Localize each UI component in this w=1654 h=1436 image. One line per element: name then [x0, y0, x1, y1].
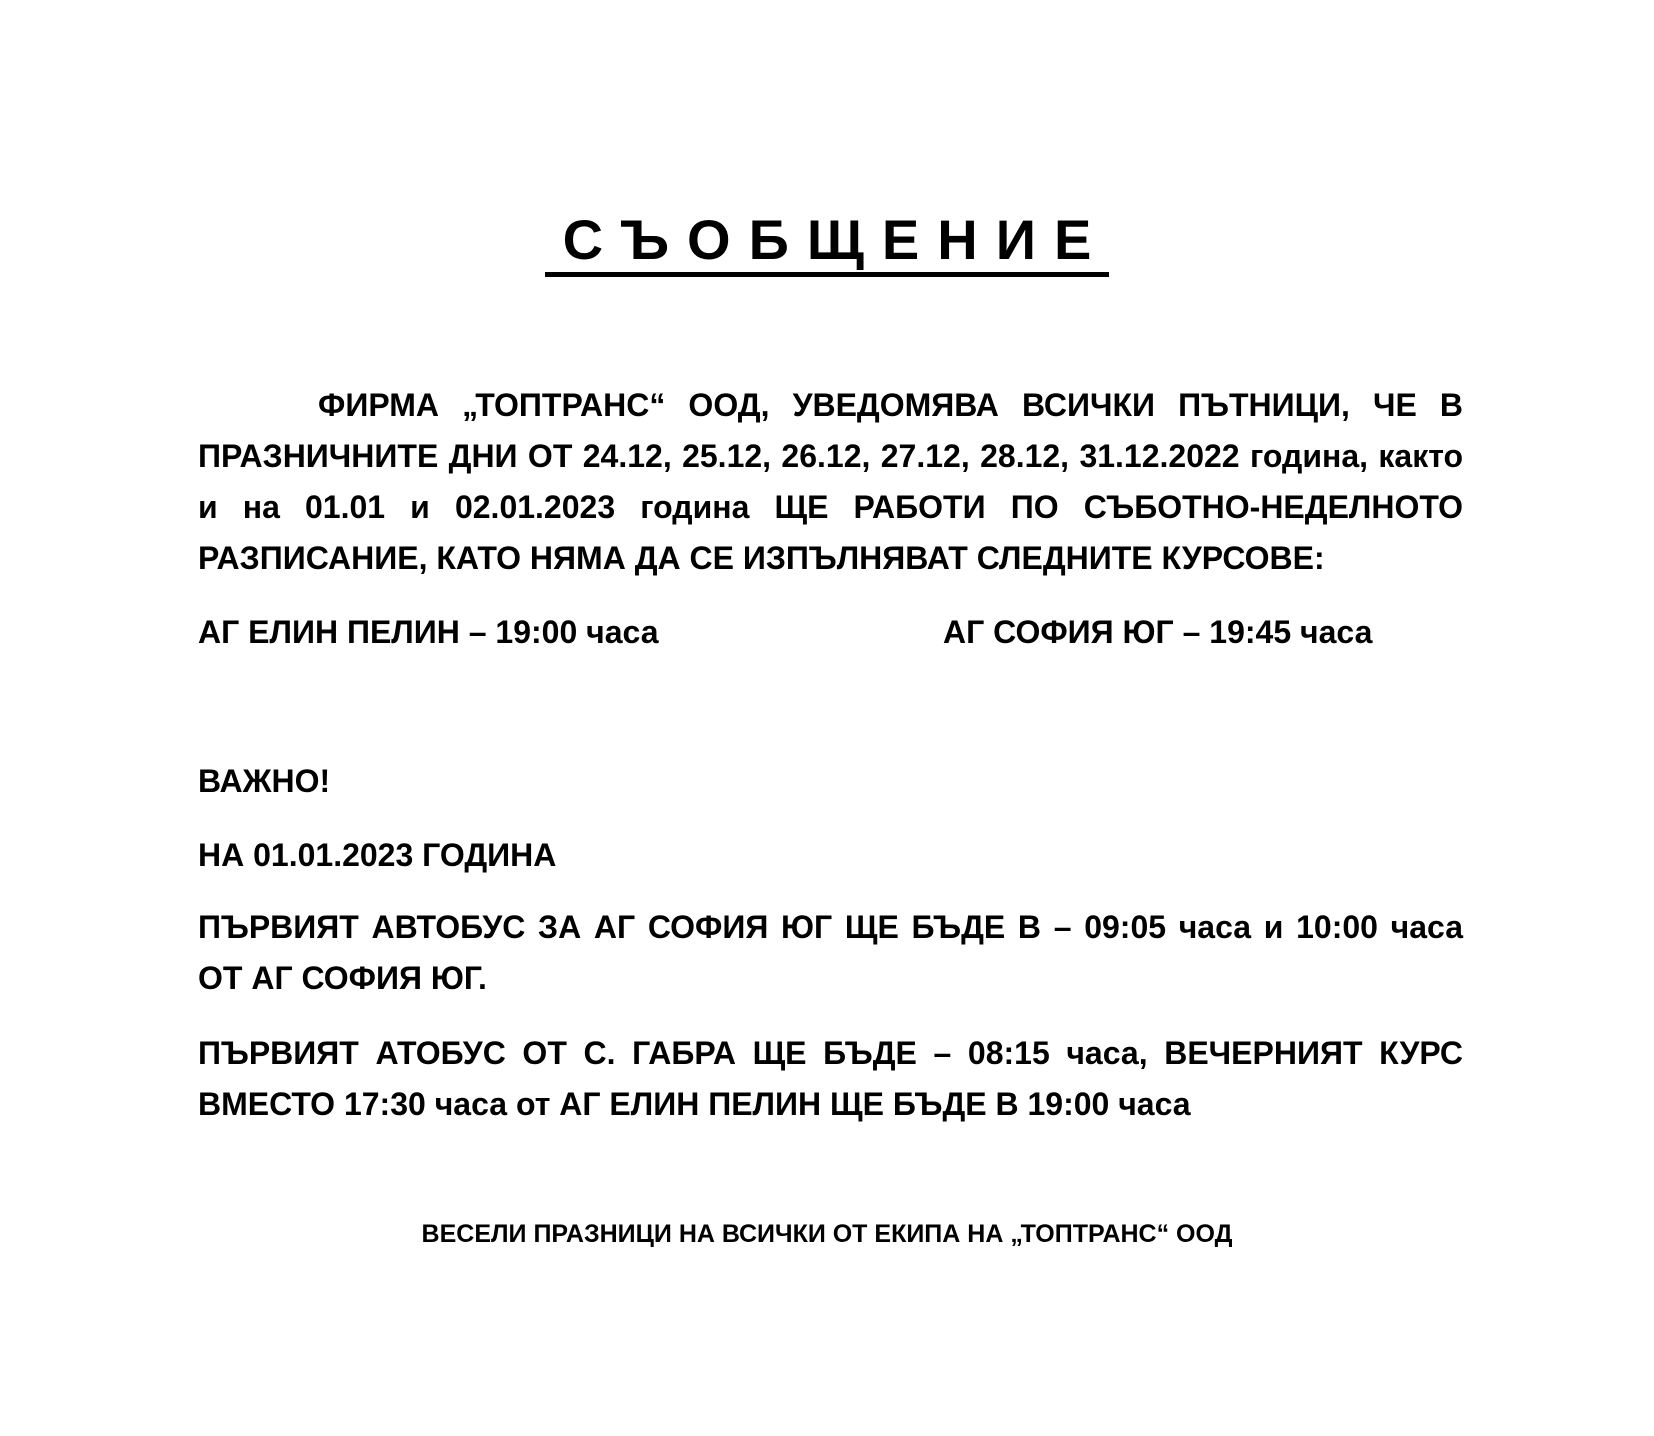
important-paragraph-first-bus-gabra: ПЪРВИЯТ АТОБУС ОТ С. ГАБРА ЩЕ БЪДЕ – 08:15 часа, ВЕЧЕРНИЯТ КУРС ВМЕСТО 17:30 часа от АГ ЕЛИН ПЕЛИН ЩЕ БЪДЕ В 19:00 часа — [198, 1035, 1463, 1122]
holiday-greeting-footer: ВЕСЕЛИ ПРАЗНИЦИ НА ВСИЧКИ ОТ ЕКИПА НА „ТОПТРАНС“ ООД — [421, 1220, 1233, 1248]
important-paragraph-first-bus-sofia: ПЪРВИЯТ АВТОБУС ЗА АГ СОФИЯ ЮГ ЩЕ БЪДЕ В – 09:05 часа и 10:00 часа ОТ АГ СОФИЯ ЮГ. — [198, 909, 1463, 996]
important-heading: ВАЖНО! — [198, 763, 331, 799]
cancelled-routes — [198, 611, 1463, 653]
announcement-title-text: СЪОБЩЕНИЕ — [545, 210, 1110, 277]
cancelled-route-elin-pelin: АГ ЕЛИН ПЕЛИН – 19:00 часа — [198, 614, 659, 650]
announcement-title — [0, 205, 1654, 277]
important-date-line: НА 01.01.2023 ГОДИНА — [198, 837, 557, 873]
cancelled-route-sofia-yug: АГ СОФИЯ ЮГ – 19:45 часа — [943, 614, 1373, 650]
intro-paragraph: ФИРМА „ТОПТРАНС“ ООД, УВЕДОМЯВА ВСИЧКИ ПЪТНИЦИ, ЧЕ В ПРАЗНИЧНИТЕ ДНИ ОТ 24.12, 25.12, 26.12, 27.12, 28.12, 31.12.2022 година, както и на 01.01 и 02.01.2023 година ЩЕ РАБОТИ ПО СЪБОТНО-НЕДЕЛНОТО РАЗПИСАНИЕ, КАТО НЯМА ДА СЕ ИЗПЪЛНЯВАТ СЛЕДНИТЕ КУРСОВЕ: — [198, 387, 1463, 576]
